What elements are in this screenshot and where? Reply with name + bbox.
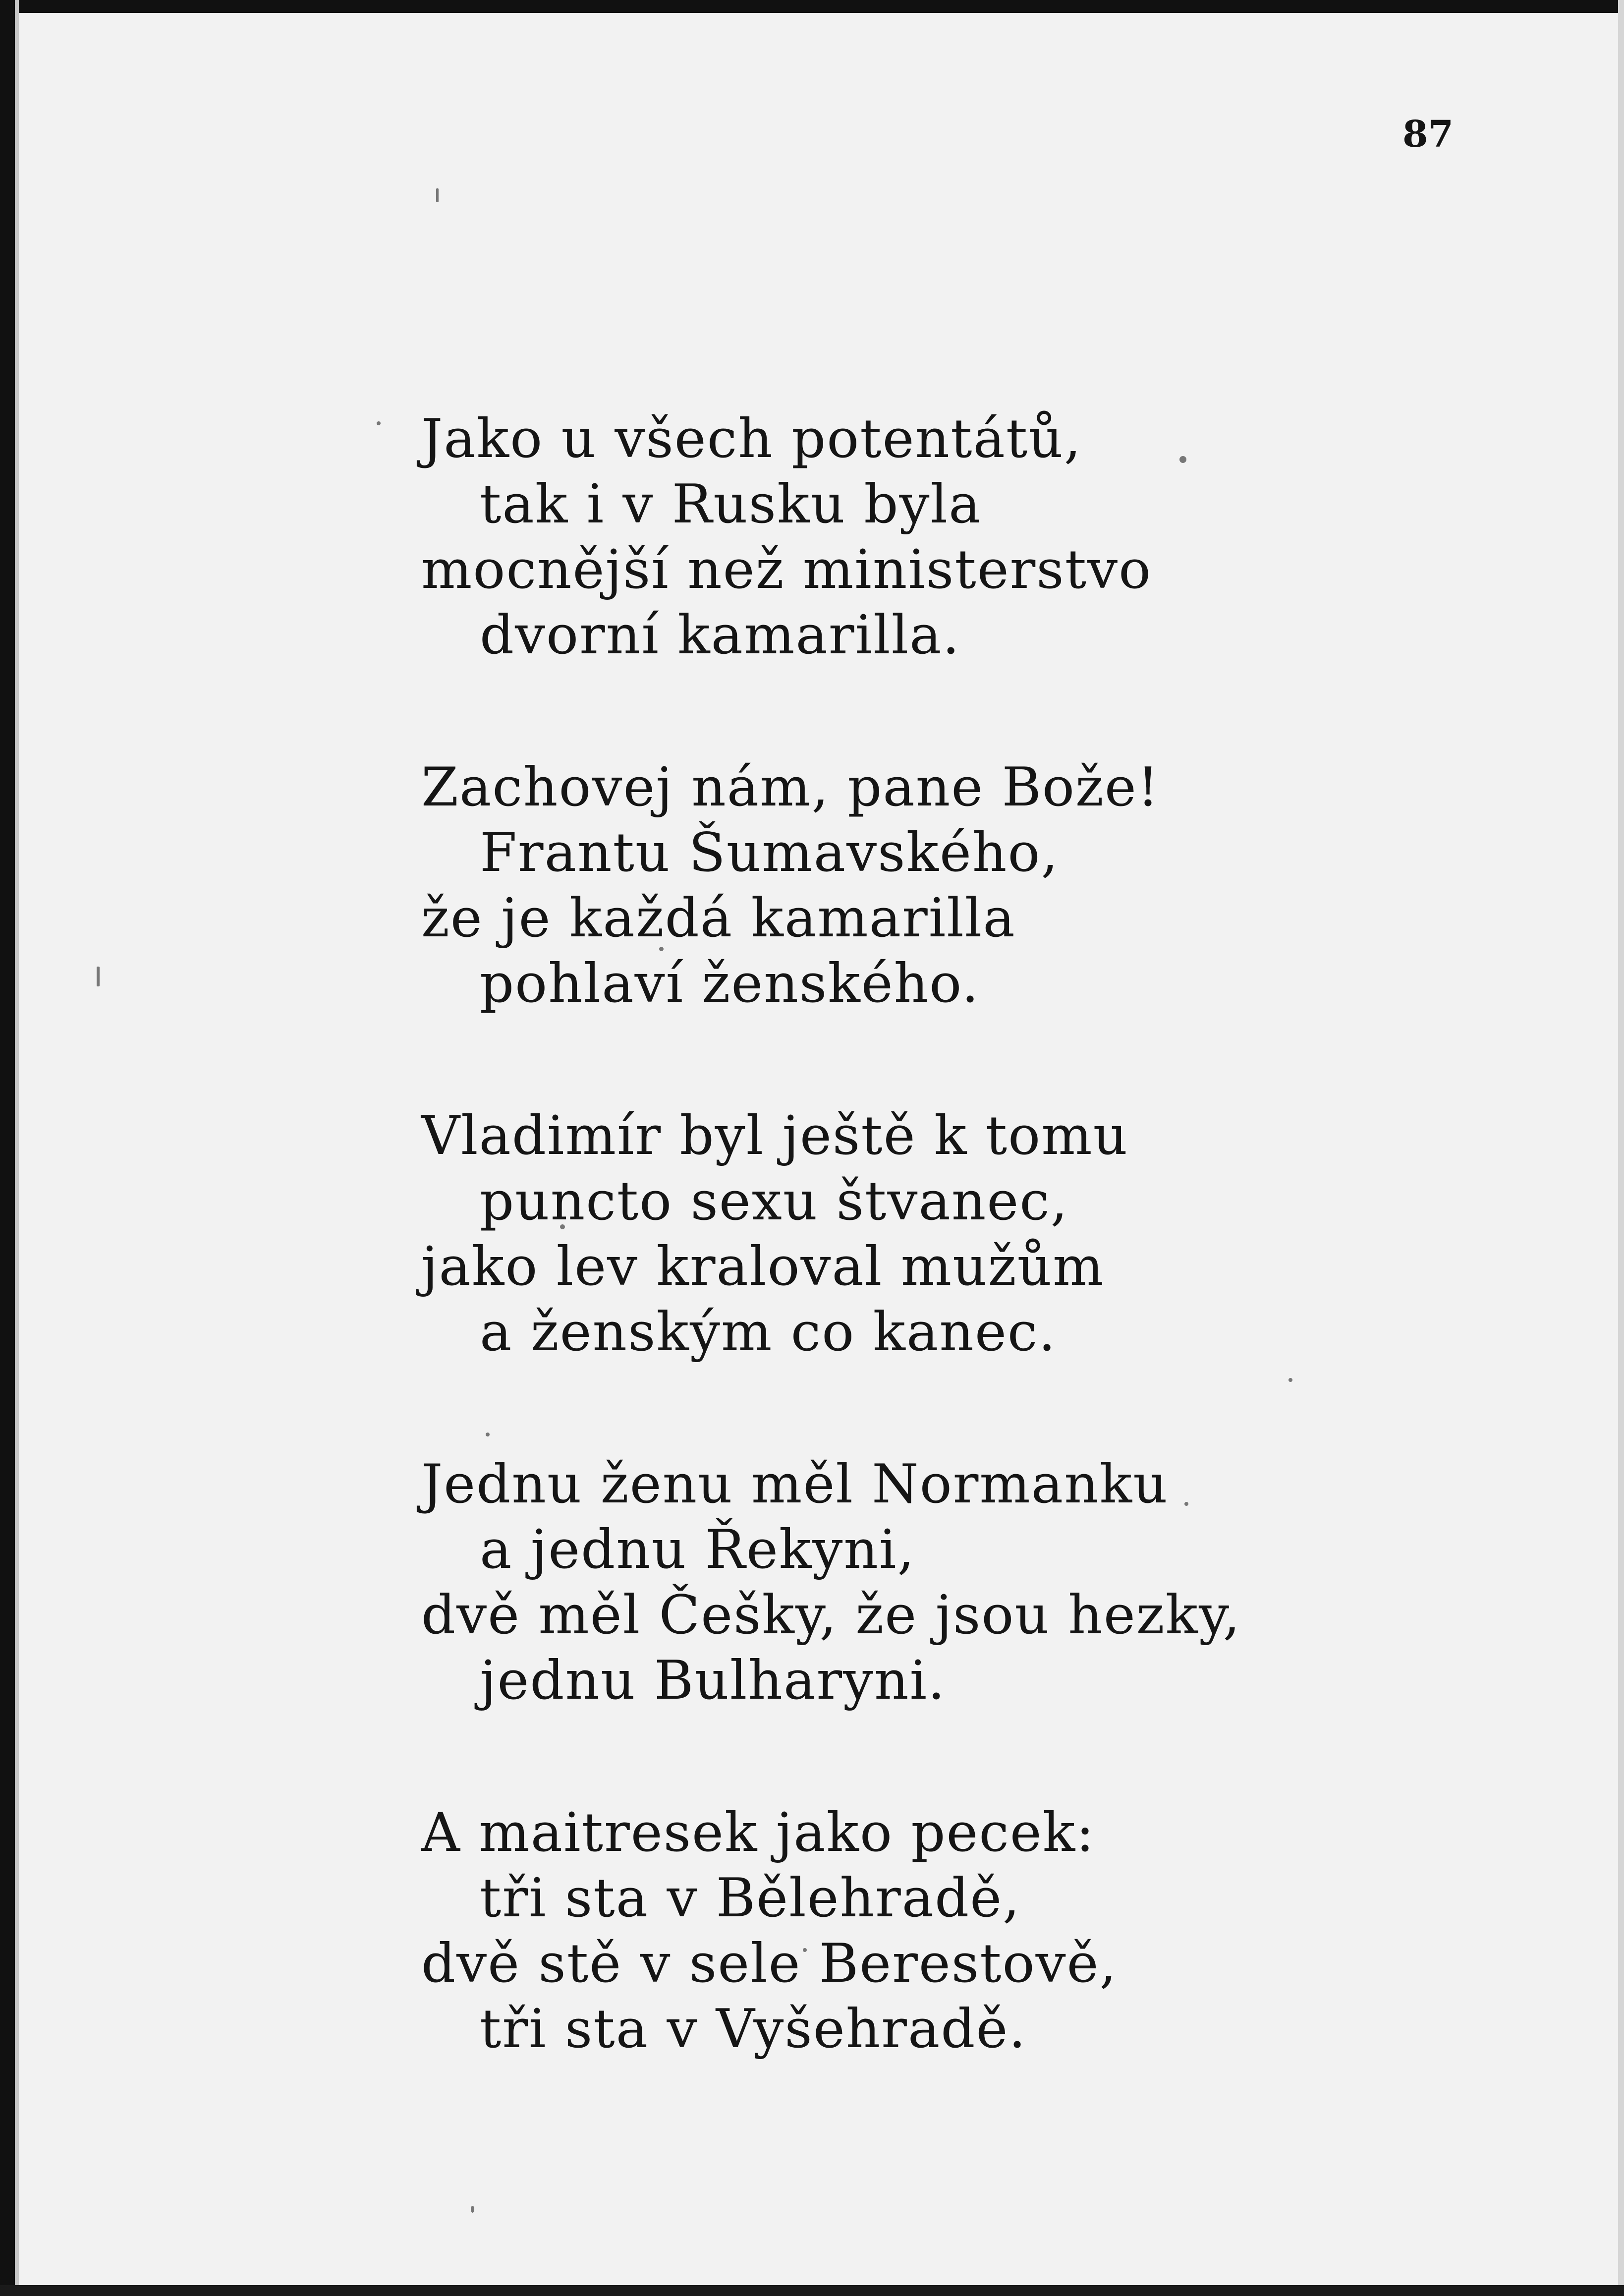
poem-line: tak i v Rusku byla <box>480 473 982 535</box>
poem-line: tři sta v Vyšehradě. <box>480 1998 1027 2060</box>
poem-line: jednu Bulharyni. <box>480 1650 946 1712</box>
poem-line: dvě měl Češky, že jsou hezky, <box>421 1584 1241 1646</box>
poem-line: Zachovej nám, pane Bože! <box>421 756 1160 818</box>
poem-line: mocnější než ministerstvo <box>421 539 1152 601</box>
scan-speck <box>97 967 100 986</box>
poem-line: Jednu ženu měl Normanku <box>421 1453 1169 1515</box>
poem-line: pohlaví ženského. <box>480 953 980 1015</box>
scan-border-top <box>0 0 1624 13</box>
poem-line: Frantu Šumavského, <box>480 822 1059 884</box>
poem-line: dvě stě v sele Berestově, <box>421 1933 1118 1995</box>
scan-border-bottom <box>0 2285 1624 2296</box>
scan-border-right <box>1618 0 1624 2296</box>
scan-border-left-shadow <box>15 0 19 2296</box>
poem-line: a jednu Řekyni, <box>480 1519 915 1581</box>
poem-line: puncto sexu štvanec, <box>480 1170 1069 1232</box>
stanza-4 <box>421 1452 1561 1714</box>
scan-speck <box>436 188 439 202</box>
poem-line: tři sta v Bělehradě, <box>480 1867 1021 1929</box>
scan-speck <box>471 2206 474 2213</box>
poem-line: dvorní kamarilla. <box>480 604 960 666</box>
scan-speck <box>377 421 381 425</box>
poem-line: Vladimír byl ještě k tomu <box>421 1105 1129 1167</box>
poem <box>421 406 1561 2149</box>
scan-border-left <box>0 0 15 2296</box>
stanza-3 <box>421 1103 1561 1365</box>
poem-line: že je každá kamarilla <box>421 887 1016 949</box>
stanza-5 <box>421 1800 1561 2062</box>
poem-line: Jako u všech potentátů, <box>421 408 1082 470</box>
stanza-1 <box>421 406 1561 668</box>
poem-line: A maitresek jako pecek: <box>421 1802 1095 1864</box>
poem-line: a ženským co kanec. <box>480 1301 1057 1363</box>
poem-line: jako lev kraloval mužům <box>421 1236 1105 1298</box>
stanza-2 <box>421 755 1561 1017</box>
page-number: 87 <box>1402 113 1454 156</box>
